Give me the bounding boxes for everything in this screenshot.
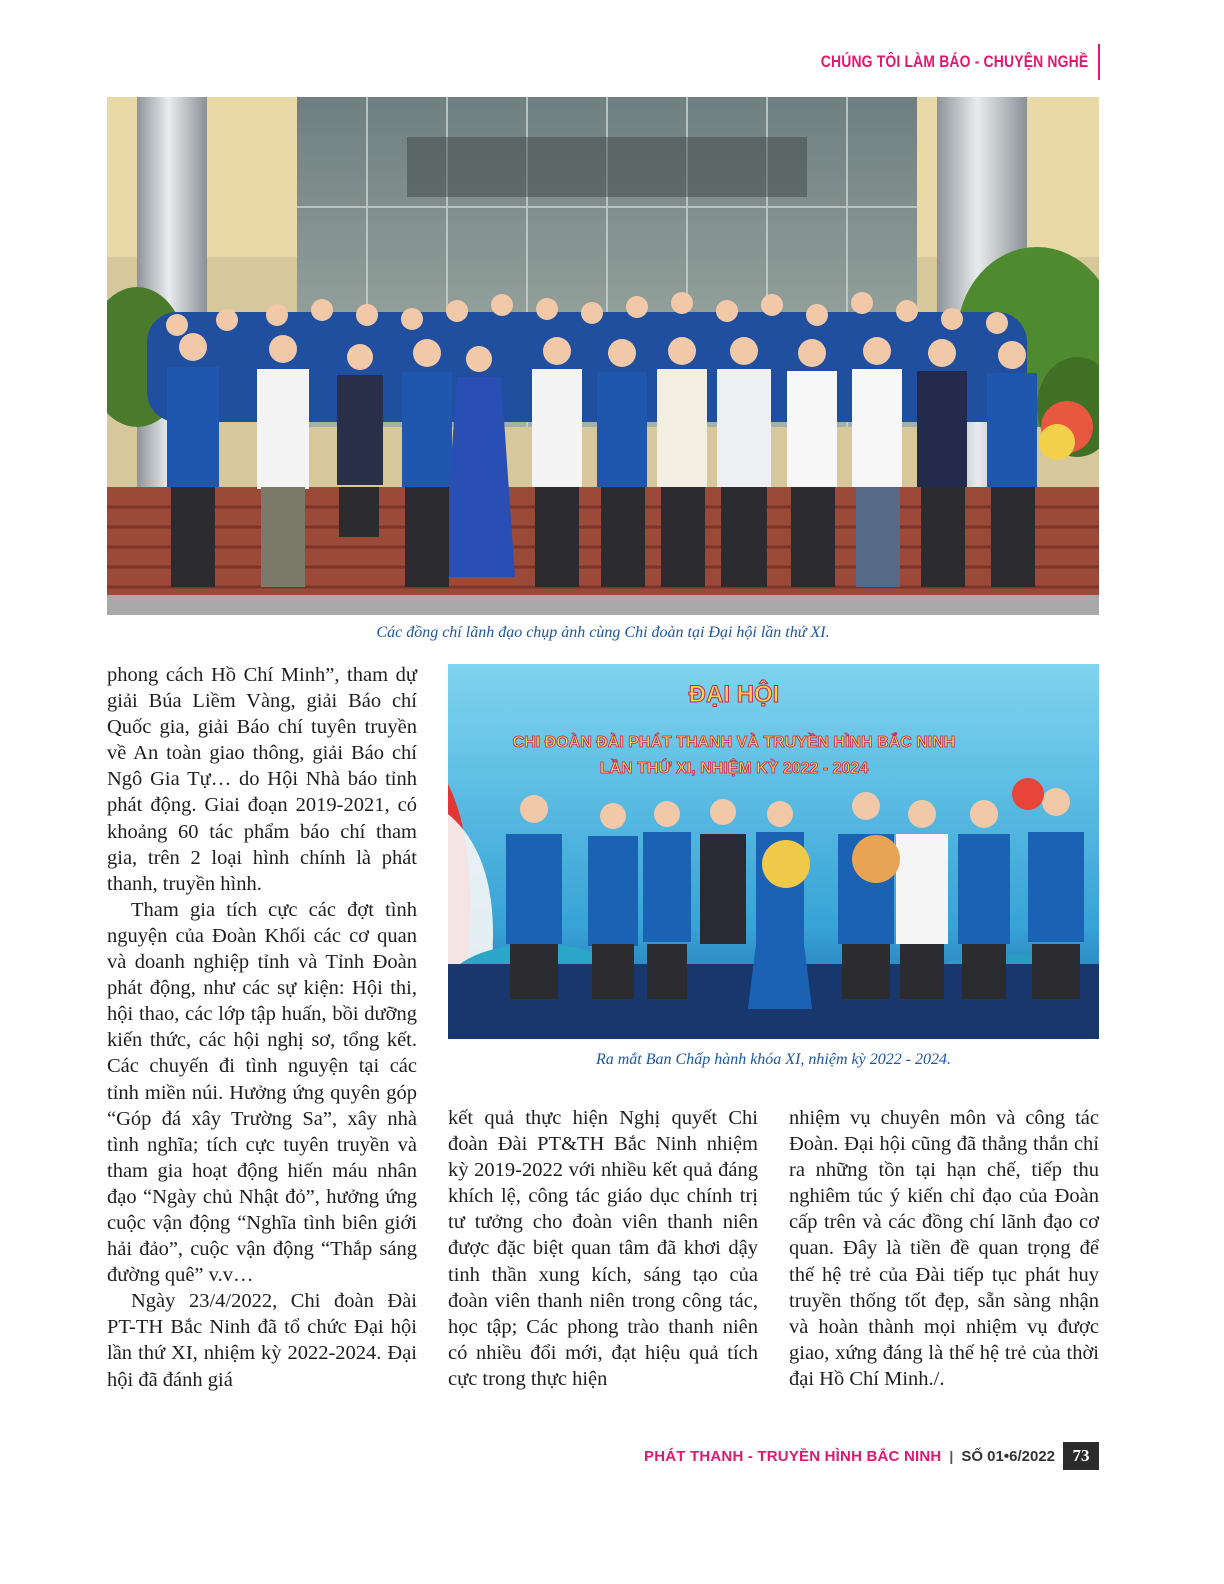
article-paragraph: nhiệm vụ chuyên môn và công tác Đoàn. Đại hội cũng đã thẳng thắn chỉ ra những tồn tại hạn chế, tiếp thu nghiêm túc ý kiến chỉ đạo của Đoàn cấp trên và các đồng chí lãnh đạo cơ quan. Đây là tiền đề quan trọng để thế hệ trẻ của Đài tiếp tục phát huy truyền thống tốt đẹp, sẵn sàng nhận và hoàn thành mọi nhiệm vụ được giao, xứng đáng là thế hệ trẻ của thời đại Hồ Chí Minh./. (789, 1107, 1099, 1390)
photo-caption: Ra mắt Ban Chấp hành khóa XI, nhiệm kỳ 2022 - 2024. (595, 1051, 952, 1068)
footer-separator: | (949, 1448, 954, 1464)
article-paragraph: kết quả thực hiện Nghị quyết Chi đoàn Đài PT&TH Bắc Ninh nhiệm kỳ 2019-2022 với nhiều kết quả đáng khích lệ, công tác giáo dục chính trị tư tưởng cho đoàn viên thanh niên được đặc biệt quan tâm đã khơi dậy tinh thần xung kích, sáng tạo của đoàn viên thanh niên trong công tác, học tập; Các phong trào thanh niên có nhiều đổi mới, đạt hiệu quả tích cực trong thực hiện (448, 1107, 758, 1390)
group-photo (107, 97, 1099, 615)
article-paragraph: phong cách Hồ Chí Minh”, tham dự giải Búa Liềm Vàng, giải Báo chí Quốc gia, giải Báo chí tuyên truyền về An toàn giao thông, giải Báo chí Ngô Gia Tự… do Hội Nhà báo tỉnh phát động. Giai đoạn 2019-2021, có khoảng 60 tác phẩm báo chí tham gia, trên 2 loại hình chính là phát thanh, truyền hình. (107, 664, 417, 895)
issue-number: SỐ 01•6/2022 (961, 1447, 1055, 1465)
section-title: CHÚNG TÔI LÀM BÁO - CHUYỆN NGHỀ (820, 52, 1088, 71)
photo-caption: Các đồng chí lãnh đạo chụp ảnh cùng Chi đoàn tại Đại hội lần thứ XI. (376, 624, 830, 641)
article-column-1 (107, 662, 417, 1393)
banner-line-1: CHI ĐOÀN ĐÀI PHÁT THANH VÀ TRUYỀN HÌNH BẮC NINH (512, 734, 956, 751)
page-number: 73 (1063, 1442, 1099, 1470)
banner-line-2: LẦN THỨ XI, NHIỆM KỲ 2022 - 2024 (599, 760, 869, 777)
article-column-3 (789, 1105, 1099, 1392)
publication-name: PHÁT THANH - TRUYỀN HÌNH BẮC NINH (643, 1447, 942, 1465)
page-footer (644, 1442, 1099, 1470)
article-column-2 (448, 1105, 758, 1392)
stage-photo (448, 664, 1099, 1039)
section-header (762, 44, 1100, 80)
article-paragraph: Tham gia tích cực các đợt tình nguyện của Đoàn Khối các cơ quan và doanh nghiệp tỉnh và Tỉnh Đoàn phát động, như các sự kiện: Hội thi, hội thao, các lớp tập huấn, bồi dưỡng kiến thức, các hội nghị sơ, tổng kết. Các chuyến đi tình nguyện tại các tỉnh miền núi. Hưởng ứng quyên góp “Góp đá xây Trường Sa”, xây nhà tình nghĩa; tích cực tuyên truyền và tham gia hoạt động hiến máu nhân đạo “Ngày chủ Nhật đỏ”, hưởng ứng cuộc vận động “Nghĩa tình biên giới hải đảo”, cuộc vận động “Thắp sáng đường quê” v.v… (107, 898, 417, 1287)
article-paragraph: Ngày 23/4/2022, Chi đoàn Đài PT-TH Bắc Ninh đã tổ chức Đại hội lần thứ XI, nhiệm kỳ 2022-2024. Đại hội đã đánh giá (107, 1290, 417, 1391)
banner-title: ĐẠI HỘI (688, 681, 780, 708)
